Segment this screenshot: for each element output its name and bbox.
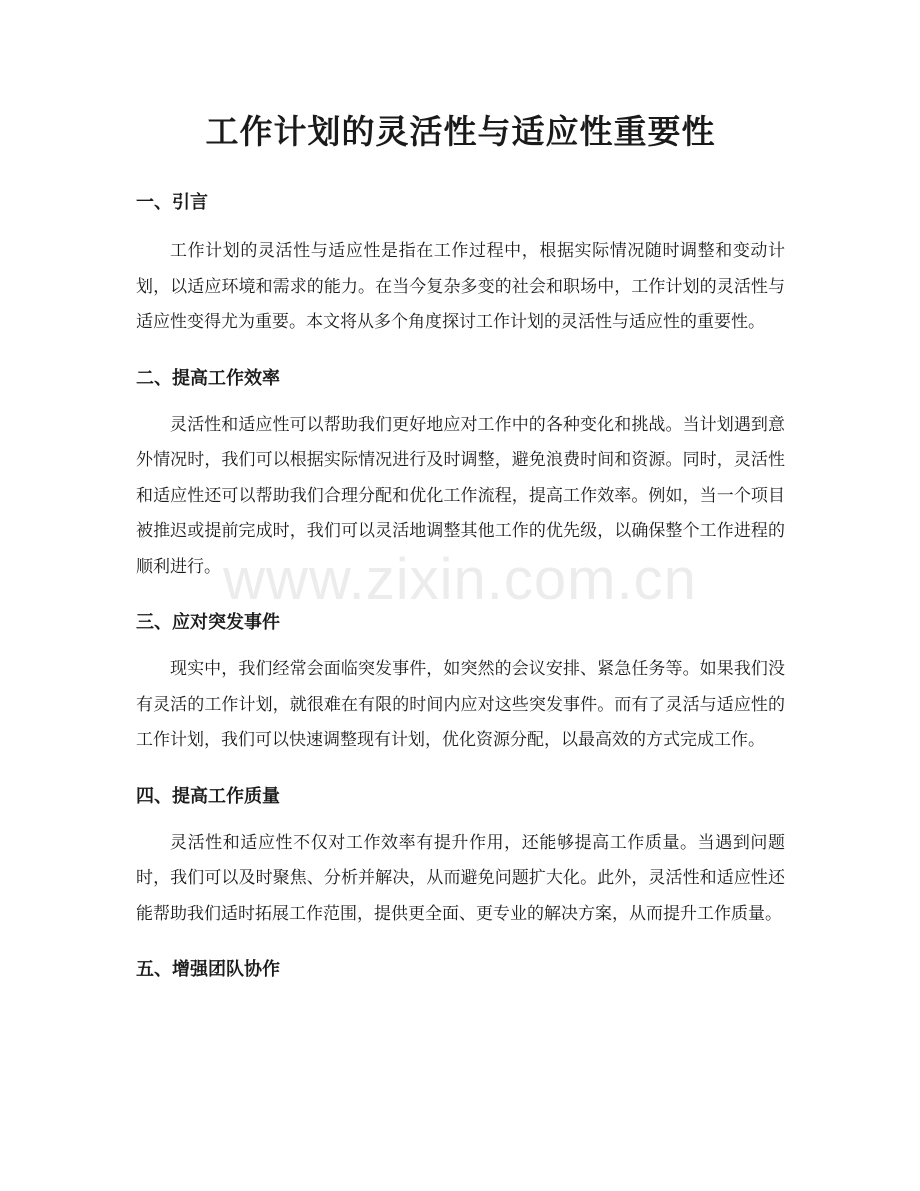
section-paragraph-efficiency: 灵活性和适应性可以帮助我们更好地应对工作中的各种变化和挑战。当计划遇到意外情况时，我们可以根据实际情况进行及时调整，避免浪费时间和资源。同时，灵活性和适应性还可以帮助我们合理分配和优化工作流程，提高工作效率。例如，当一个项目被推迟或提前完成时，我们可以灵活地调整其他工作的优先级，以确保整个工作进程的顺利进行。: [136, 414, 785, 577]
section-heading-efficiency: 二、提高工作效率: [136, 367, 280, 389]
section-heading-emergencies: 三、应对突发事件: [136, 612, 280, 633]
section-paragraph-quality: 灵活性和适应性不仅对工作效率有提升作用，还能够提高工作质量。当遇到问题时，我们可以及时聚焦、分析并解决，从而避免问题扩大化。此外，灵活性和适应性还能帮助我们适时拓展工作范围，提供更全面、更专业的解决方案，从而提升工作质量。: [136, 832, 785, 924]
section-paragraph-introduction: 工作计划的灵活性与适应性是指在工作过程中，根据实际情况随时调整和变动计划，以适应环境和需求的能力。在当今复杂多变的社会和职场中，工作计划的灵活性与适应性变得尤为重要。本文将从多个角度探讨工作计划的灵活性与适应性的重要性。: [136, 241, 785, 332]
section-heading-teamwork: 五、增强团队协作: [136, 959, 280, 980]
section-paragraph-emergencies: 现实中，我们经常会面临突发事件，如突然的会议安排、紧急任务等。如果我们没有灵活的工作计划，就很难在有限的时间内应对这些突发事件。而有了灵活与适应性的工作计划，我们可以快速调整现有计划，优化资源分配，以最高效的方式完成工作。: [136, 659, 785, 750]
document-title: 工作计划的灵活性与适应性重要性: [205, 112, 716, 151]
watermark-logo: www.zixin.com.cn: [223, 547, 697, 612]
section-heading-introduction: 一、引言: [136, 192, 208, 213]
section-heading-quality: 四、提高工作质量: [136, 785, 280, 807]
